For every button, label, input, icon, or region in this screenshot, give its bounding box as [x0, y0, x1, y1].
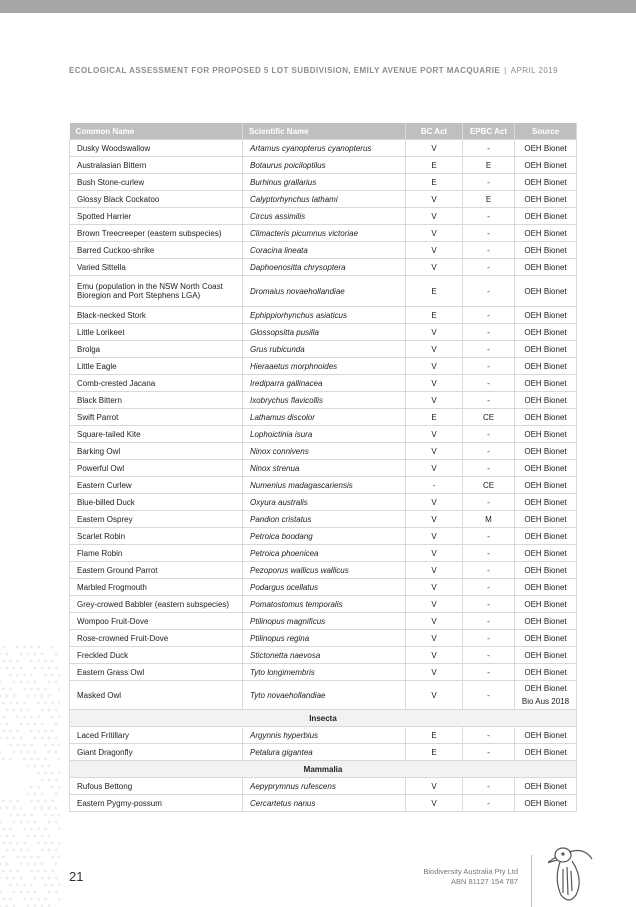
table-row [70, 630, 577, 647]
source-line-2: Bio Aus 2018 [521, 697, 570, 706]
source: OEH Bionet [515, 795, 577, 812]
source: OEH Bionet [515, 140, 577, 157]
common-name: Comb-crested Jacana [70, 375, 243, 392]
scientific-name: Petalura gigantea [243, 744, 406, 761]
common-name: Rose-crowned Fruit-Dove [70, 630, 243, 647]
bc-status: V [406, 208, 463, 225]
group-label: Insecta [70, 710, 577, 727]
bc-status: V [406, 225, 463, 242]
epbc-status: - [463, 795, 515, 812]
common-name: Black Bittern [70, 392, 243, 409]
bc-status: V [406, 242, 463, 259]
common-name: Eastern Grass Owl [70, 664, 243, 681]
source: OEH Bionet [515, 647, 577, 664]
bc-status: V [406, 140, 463, 157]
scientific-name: Irediparra gallinacea [243, 375, 406, 392]
common-name: Flame Robin [70, 545, 243, 562]
common-name: Wompoo Fruit-Dove [70, 613, 243, 630]
epbc-status: - [463, 562, 515, 579]
table-row [70, 545, 577, 562]
footer-divider [531, 855, 532, 907]
epbc-status: - [463, 324, 515, 341]
source: OEH Bionet [515, 562, 577, 579]
source: OEH Bionet [515, 276, 577, 307]
epbc-status: - [463, 174, 515, 191]
col-common-name: Common Name [70, 123, 243, 140]
common-name: Marbled Frogmouth [70, 579, 243, 596]
epbc-status: - [463, 545, 515, 562]
common-name: Bush Stone-curlew [70, 174, 243, 191]
common-name: Eastern Osprey [70, 511, 243, 528]
table-row [70, 276, 577, 307]
epbc-status: - [463, 341, 515, 358]
table-row [70, 579, 577, 596]
bc-status: V [406, 613, 463, 630]
bc-status: - [406, 477, 463, 494]
bc-status: V [406, 460, 463, 477]
top-bar [0, 0, 636, 13]
table-row [70, 191, 577, 208]
source: OEH Bionet [515, 443, 577, 460]
epbc-status: - [463, 276, 515, 307]
table-row [70, 426, 577, 443]
epbc-status: CE [463, 477, 515, 494]
table-row [70, 744, 577, 761]
mammalia-rows [70, 778, 577, 812]
common-name: Brolga [70, 341, 243, 358]
table-row [70, 778, 577, 795]
epbc-status: - [463, 443, 515, 460]
scientific-name: Calyptorhynchus lathami [243, 191, 406, 208]
table-row [70, 795, 577, 812]
scientific-name: Ptilinopus magnificus [243, 613, 406, 630]
scientific-name: Lophoictinia isura [243, 426, 406, 443]
source [515, 681, 577, 710]
scientific-name: Ephippiorhynchus asiaticus [243, 307, 406, 324]
scientific-name: Argynnis hyperbius [243, 727, 406, 744]
bc-status: V [406, 426, 463, 443]
scientific-name: Tyto longimembris [243, 664, 406, 681]
scientific-name: Ninox strenua [243, 460, 406, 477]
table-row [70, 208, 577, 225]
common-name: Masked Owl [70, 681, 243, 710]
kookaburra-logo-icon [548, 843, 594, 907]
table-row [70, 375, 577, 392]
col-scientific-name: Scientific Name [243, 123, 406, 140]
epbc-status: - [463, 744, 515, 761]
common-name: Grey-crowed Babbler (eastern subspecies) [70, 596, 243, 613]
insecta-rows [70, 727, 577, 761]
mammalia-group [70, 761, 577, 778]
common-name: Swift Parrot [70, 409, 243, 426]
bc-status: V [406, 341, 463, 358]
bc-status: V [406, 494, 463, 511]
company-abn: ABN 81127 154 787 [451, 877, 518, 886]
group-label: Mammalia [70, 761, 577, 778]
source: OEH Bionet [515, 744, 577, 761]
epbc-status: - [463, 426, 515, 443]
epbc-status: - [463, 664, 515, 681]
common-name: Rufous Bettong [70, 778, 243, 795]
bc-status: V [406, 324, 463, 341]
epbc-status: - [463, 613, 515, 630]
scientific-name: Ninox connivens [243, 443, 406, 460]
bc-status: E [406, 157, 463, 174]
bc-status: V [406, 545, 463, 562]
bc-status: V [406, 562, 463, 579]
birds-rows [70, 140, 577, 681]
common-name: Powerful Owl [70, 460, 243, 477]
scientific-name: Pandion cristatus [243, 511, 406, 528]
scientific-name: Aepyprymnus rufescens [243, 778, 406, 795]
source: OEH Bionet [515, 664, 577, 681]
source: OEH Bionet [515, 157, 577, 174]
scientific-name: Lathamus discolor [243, 409, 406, 426]
bc-status: V [406, 579, 463, 596]
source: OEH Bionet [515, 545, 577, 562]
table-row [70, 174, 577, 191]
epbc-status: - [463, 208, 515, 225]
table-row [70, 647, 577, 664]
bc-status: V [406, 596, 463, 613]
scientific-name: Pezoporus wallicus wallicus [243, 562, 406, 579]
common-name: Eastern Pygmy-possum [70, 795, 243, 812]
group-row-insecta [70, 710, 577, 727]
source: OEH Bionet [515, 225, 577, 242]
table-row [70, 562, 577, 579]
source: OEH Bionet [515, 494, 577, 511]
source-line-1: OEH Bionet [524, 684, 567, 693]
table-row [70, 341, 577, 358]
common-name: Little Eagle [70, 358, 243, 375]
footer-company [423, 867, 518, 887]
bc-status: V [406, 259, 463, 276]
source: OEH Bionet [515, 242, 577, 259]
source: OEH Bionet [515, 191, 577, 208]
common-name: Giant Dragonfly [70, 744, 243, 761]
source: OEH Bionet [515, 259, 577, 276]
col-source: Source [515, 123, 577, 140]
table-row [70, 242, 577, 259]
epbc-status: - [463, 579, 515, 596]
source: OEH Bionet [515, 307, 577, 324]
source: OEH Bionet [515, 409, 577, 426]
decorative-dots [0, 640, 60, 907]
table-row [70, 681, 577, 710]
epbc-status: - [463, 630, 515, 647]
common-name: Spotted Harrier [70, 208, 243, 225]
header-separator: | [504, 66, 507, 75]
table-row [70, 140, 577, 157]
bc-status: V [406, 511, 463, 528]
page-number: 21 [69, 869, 84, 884]
header-title: ECOLOGICAL ASSESSMENT FOR PROPOSED 5 LOT SUBDIVISION, EMILY AVENUE PORT MACQUARIE [69, 66, 501, 75]
scientific-name: Ixobrychus flavicollis [243, 392, 406, 409]
common-name: Dusky Woodswallow [70, 140, 243, 157]
epbc-status: - [463, 307, 515, 324]
table-row [70, 528, 577, 545]
scientific-name: Numenius madagascariensis [243, 477, 406, 494]
source: OEH Bionet [515, 778, 577, 795]
source: OEH Bionet [515, 174, 577, 191]
scientific-name: Artamus cyanopterus cyanopterus [243, 140, 406, 157]
header-date: APRIL 2019 [510, 66, 559, 75]
source: OEH Bionet [515, 426, 577, 443]
bc-status: V [406, 681, 463, 710]
table-row [70, 392, 577, 409]
common-name: Barred Cuckoo-shrike [70, 242, 243, 259]
common-name: Australasian Bittern [70, 157, 243, 174]
common-name: Brown Treecreeper (eastern subspecies) [70, 225, 243, 242]
table-row [70, 494, 577, 511]
scientific-name: Ptilinopus regina [243, 630, 406, 647]
scientific-name: Glossopsitta pusilla [243, 324, 406, 341]
table-row [70, 727, 577, 744]
table-row [70, 443, 577, 460]
common-name: Eastern Curlew [70, 477, 243, 494]
table-row [70, 460, 577, 477]
col-bc-act: BC Act [406, 123, 463, 140]
common-name: Freckled Duck [70, 647, 243, 664]
bc-status: E [406, 276, 463, 307]
bc-status: V [406, 528, 463, 545]
bc-status: V [406, 358, 463, 375]
bc-status: E [406, 307, 463, 324]
scientific-name: Daphoenositta chrysoptera [243, 259, 406, 276]
epbc-status: - [463, 140, 515, 157]
source: OEH Bionet [515, 358, 577, 375]
bc-status: E [406, 174, 463, 191]
scientific-name: Burhinus grallarius [243, 174, 406, 191]
scientific-name: Podargus ocellatus [243, 579, 406, 596]
scientific-name: Petroica phoenicea [243, 545, 406, 562]
epbc-status: - [463, 358, 515, 375]
epbc-status: - [463, 647, 515, 664]
epbc-status: - [463, 460, 515, 477]
source: OEH Bionet [515, 630, 577, 647]
scientific-name: Cercartetus nanus [243, 795, 406, 812]
scientific-name: Petroica boodang [243, 528, 406, 545]
table-row [70, 596, 577, 613]
page-header [69, 66, 558, 75]
common-name: Barking Owl [70, 443, 243, 460]
col-epbc-act: EPBC Act [463, 123, 515, 140]
table-row [70, 157, 577, 174]
company-name: Biodiversity Australia Pty Ltd [423, 867, 518, 876]
common-name: Scarlet Robin [70, 528, 243, 545]
bc-status: V [406, 795, 463, 812]
table-row [70, 477, 577, 494]
epbc-status: - [463, 225, 515, 242]
source: OEH Bionet [515, 477, 577, 494]
common-name: Black-necked Stork [70, 307, 243, 324]
source: OEH Bionet [515, 341, 577, 358]
source: OEH Bionet [515, 528, 577, 545]
bc-status: V [406, 375, 463, 392]
scientific-name: Stictonetta naevosa [243, 647, 406, 664]
epbc-status: - [463, 528, 515, 545]
bc-status: V [406, 778, 463, 795]
common-name: Laced Fritillary [70, 727, 243, 744]
table-row [70, 613, 577, 630]
source: OEH Bionet [515, 727, 577, 744]
epbc-status: - [463, 242, 515, 259]
scientific-name: Hieraaetus morphnoides [243, 358, 406, 375]
epbc-status: - [463, 596, 515, 613]
common-name: Blue-billed Duck [70, 494, 243, 511]
bc-status: V [406, 664, 463, 681]
common-name: Little Lorikeet [70, 324, 243, 341]
bc-status: V [406, 443, 463, 460]
common-name: Eastern Ground Parrot [70, 562, 243, 579]
epbc-status: - [463, 681, 515, 710]
epbc-status: - [463, 259, 515, 276]
group-row-mammalia [70, 761, 577, 778]
table-row [70, 225, 577, 242]
source: OEH Bionet [515, 375, 577, 392]
bc-status: V [406, 647, 463, 664]
epbc-status: - [463, 494, 515, 511]
table-row [70, 307, 577, 324]
source: OEH Bionet [515, 392, 577, 409]
epbc-status: - [463, 727, 515, 744]
common-name: Varied Sittella [70, 259, 243, 276]
source: OEH Bionet [515, 613, 577, 630]
source: OEH Bionet [515, 511, 577, 528]
table-row [70, 511, 577, 528]
common-name: Glossy Black Cockatoo [70, 191, 243, 208]
scientific-name: Dromaius novaehollandiae [243, 276, 406, 307]
table-row [70, 664, 577, 681]
source: OEH Bionet [515, 324, 577, 341]
epbc-status: M [463, 511, 515, 528]
table-row [70, 324, 577, 341]
epbc-status: CE [463, 409, 515, 426]
epbc-status: E [463, 191, 515, 208]
table-header-row [70, 123, 577, 140]
scientific-name: Pomatostomus temporalis [243, 596, 406, 613]
source: OEH Bionet [515, 460, 577, 477]
epbc-status: - [463, 392, 515, 409]
common-name: Square-tailed Kite [70, 426, 243, 443]
scientific-name: Tyto novaehollandiae [243, 681, 406, 710]
scientific-name: Circus assimilis [243, 208, 406, 225]
common-name: Emu (population in the NSW North Coast Bioregion and Port Stephens LGA) [70, 276, 243, 307]
table-row [70, 358, 577, 375]
scientific-name: Coracina lineata [243, 242, 406, 259]
bc-status: V [406, 630, 463, 647]
source: OEH Bionet [515, 596, 577, 613]
bc-status: E [406, 744, 463, 761]
bc-status: E [406, 727, 463, 744]
source: OEH Bionet [515, 579, 577, 596]
bc-status: V [406, 392, 463, 409]
scientific-name: Botaurus poiciloptilus [243, 157, 406, 174]
species-table [69, 123, 577, 812]
epbc-status: E [463, 157, 515, 174]
table-row [70, 409, 577, 426]
masked-owl-rows [70, 681, 577, 727]
epbc-status: - [463, 375, 515, 392]
table-row [70, 259, 577, 276]
scientific-name: Grus rubicunda [243, 341, 406, 358]
bc-status: V [406, 191, 463, 208]
source: OEH Bionet [515, 208, 577, 225]
scientific-name: Climacteris picumnus victoriae [243, 225, 406, 242]
epbc-status: - [463, 778, 515, 795]
bc-status: E [406, 409, 463, 426]
scientific-name: Oxyura australis [243, 494, 406, 511]
